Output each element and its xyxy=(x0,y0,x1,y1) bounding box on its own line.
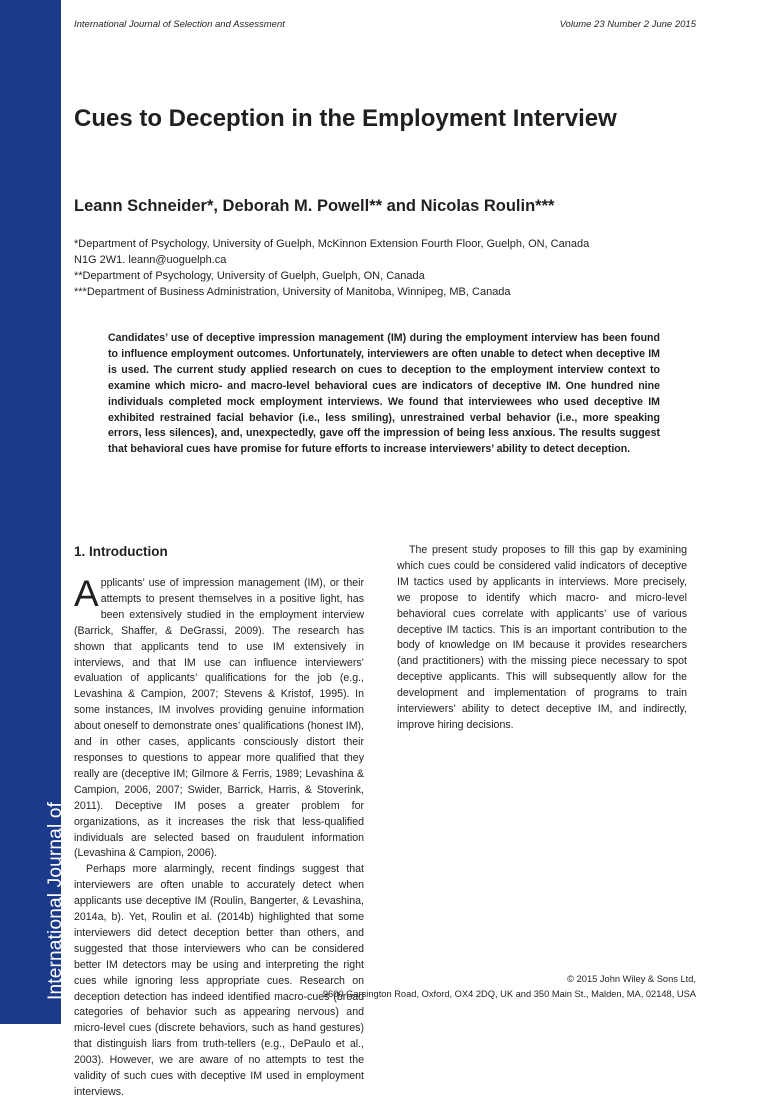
abstract: Candidates’ use of deceptive impression management (IM) during the employment interview has been found to influence employment outcomes. Unfortunately, interviewers are often unable to detect when deceptive IM is used. The current study applied research on cues to deception to the employment interview context to examine which micro- and macro-level behavioral cues are indicators of deceptive IM. One hundred nine individuals completed mock employment interviews. We found that interviewees who used deceptive IM exhibited restrained facial behavior (i.e., less smiling), unrestrained verbal behavior (i.e., more speaking errors, less silences), and, unexpectedly, gave off the impression of being less anxious. The results suggest that behavioral cues have promise for future efforts to increase interviewers’ ability to detect deception. xyxy=(108,332,660,456)
article-title: Cues to Deception in the Employment Interview xyxy=(74,105,617,132)
sidebar-line-2: Selection and Assessment xyxy=(65,686,95,1000)
affiliation-3: ***Department of Business Administration, University of Manitoba, Winnipeg, MB, Canada xyxy=(74,286,511,298)
affiliation-2: **Department of Psychology, University of Guelph, Guelph, ON, Canada xyxy=(74,270,425,282)
intro-paragraph-1-text: pplicants’ use of impression management (IM), or their attempts to present themselves in a positive light, has been extensively studied in the employment interview (Barrick, Shaffer, & DeGrassi, 2009). The research has shown that applicants tend to use IM extensively in interviews, and that IM use can influence interviewers’ evaluation of applicants’ qualifications for the job (e.g., Levashina & Campion, 2007; Stevens & Kristof, 1995). In some instances, IM involves providing genuine information about oneself to demonstrate ones’ qualifications (honest IM), and in other cases, applicants consciously distort their responses to questions to appear more qualified that they really are (deceptive IM; Gilmore & Ferris, 1989; Levashina & Campion, 2006, 2007; Swider, Barrick, Harris, & Stoverink, 2011). Deceptive IM poses a greater problem for organizations, as it increases the risk that less-qualified individuals are selected based on fraudulent information (Levashina & Campion, 2006). xyxy=(74,577,364,860)
section-heading: 1. Introduction xyxy=(74,544,168,559)
copyright-line: © 2015 John Wiley & Sons Ltd, xyxy=(567,974,696,984)
affiliation-1: *Department of Psychology, University of Guelph, McKinnon Extension Fourth Floor, Guelph, ON, Canada xyxy=(74,238,590,250)
intro-paragraph-1 xyxy=(74,573,364,862)
affiliations xyxy=(74,236,714,300)
publisher-address: 9600 Garsington Road, Oxford, OX4 2DQ, UK and 350 Main St., Malden, MA, 02148, USA xyxy=(322,989,696,999)
left-column xyxy=(74,543,364,1101)
running-head xyxy=(74,19,696,30)
issue-info: Volume 23 Number 2 June 2015 xyxy=(559,19,696,30)
author-list: Leann Schneider*, Deborah M. Powell** and Nicolas Roulin*** xyxy=(74,197,555,215)
sidebar-line-1: International Journal of xyxy=(45,801,66,1000)
drop-cap: A xyxy=(74,573,99,614)
intro-paragraph-2: Perhaps more alarmingly, recent findings suggest that interviewers are often unable to accurately detect when applicants use deceptive IM (Roulin, Bangerter, & Levashina, 2014a, b). Yet, Roulin et al. (2014b) highlighted that some interviewers did detect deception better than others, and suggested that those interviewers who can be considered better IM detectors may be using and interpreting the right cues while ignoring less appropriate cues. Research on deception detection has indeed identified macro-cues (broad categories of behavior such as appearing nervous) and micro-level cues (discrete behaviors, such as hand gestures) that distinguish liars from truth-tellers (e.g., DePaulo et al., 2003). However, we are aware of no attempts to test the validity of such cues with deceptive IM used in employment interviews. xyxy=(74,863,364,1098)
intro-paragraph-3: The present study proposes to fill this gap by examining which cues could be considered valid indicators of deceptive IM tactics used by applicants in interviews. More precisely, we propose to identify which macro- and micro-level behavioral cues correlate with applicants’ use of various deceptive IM tactics. This is an important contribution to the body of knowledge on IM because it provides researchers (and practitioners) with the missing piece necessary to spot deceptive applicants. This will subsequently allow for the development and implementation of programs to train interviewers’ ability to detect deceptive IM, and indirectly, improve hiring decisions. xyxy=(397,544,687,731)
page-footer xyxy=(323,972,696,1002)
right-column xyxy=(397,543,687,734)
affiliation-1-cont: N1G 2W1. leann@uoguelph.ca xyxy=(74,254,227,266)
journal-name: International Journal of Selection and Assessment xyxy=(74,19,285,30)
journal-sidebar xyxy=(0,0,95,1024)
